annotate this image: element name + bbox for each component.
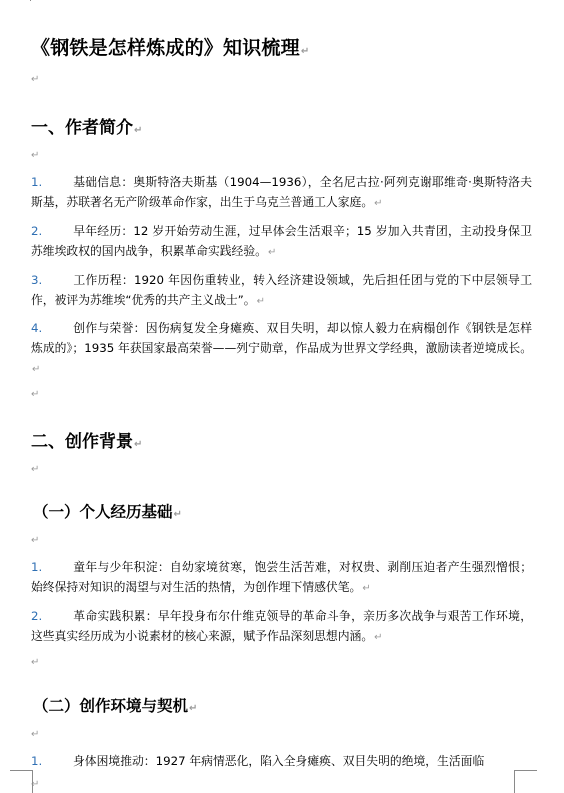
list-item: 4. 创作与荣誉：因伤病复发全身瘫痪、双目失明，却以惊人毅力在病榻创作《钢铁是怎样炼成的》；1935 年获国家最高荣誉——列宁勋章，作品成为世界文学经典，激励读者逆境成长。↵ xyxy=(31,318,532,380)
list-number: 4. xyxy=(31,321,43,335)
list-item-text: 创作与荣誉：因伤病复发全身瘫痪、双目失明，却以惊人毅力在病榻创作《钢铁是怎样炼成的》；1935 年获国家最高荣誉——列宁勋章，作品成为世界文学经典，激励读者逆境成长。 xyxy=(31,321,532,355)
empty-paragraph: ↵ xyxy=(31,464,40,475)
list-item: 3. 工作历程：1920 年因伤重转业，转入经济建设领域，先后担任团与党的下中层领导工作，被评为苏维埃“优秀的共产主义战士”。↵ xyxy=(31,270,532,312)
list-item: 1. 童年与少年积淀：自幼家境贫寒，饱尝生活苦难，对权贵、剥削压迫者产生强烈憎恨；始终保持对知识的渴望与对生活的热情，为创作埋下情感伏笔。↵ xyxy=(31,557,532,599)
empty-paragraph: ↵ xyxy=(31,657,40,668)
list-number: 1. xyxy=(31,560,43,574)
list-item-text: 童年与少年积淀：自幼家境贫寒，饱尝生活苦难，对权贵、剥削压迫者产生强烈憎恨；始终保持对知识的渴望与对生活的热情，为创作埋下情感伏笔。 xyxy=(31,560,532,594)
page-corner-mark-left xyxy=(10,770,33,793)
paragraph-mark: ↵ xyxy=(134,125,143,136)
title-text: 《钢铁是怎样炼成的》知识梳理 xyxy=(31,37,300,59)
list-item: 1. 基础信息：奥斯特洛夫斯基（1904—1936），全名尼古拉·阿列克谢耶维奇·奥斯特洛夫斯基，苏联著名无产阶级革命作家，出生于乌克兰普通工人家庭。↵ xyxy=(31,172,532,214)
empty-paragraph: ↵ xyxy=(31,150,40,161)
list-item-text: 基础信息：奥斯特洛夫斯基（1904—1936），全名尼古拉·阿列克谢耶维奇·奥斯特洛夫斯基，苏联著名无产阶级革命作家，出生于乌克兰普通工人家庭。 xyxy=(31,175,532,209)
list-item xyxy=(31,751,532,771)
empty-paragraph: ↵ xyxy=(31,389,40,400)
subsection-heading: （二）创作环境与契机↵ xyxy=(33,697,198,715)
paragraph-mark: ↵ xyxy=(134,439,143,450)
list-number: 1. xyxy=(31,175,43,189)
empty-paragraph: ↵ xyxy=(31,74,40,85)
section-heading: 二、创作背景↵ xyxy=(31,432,143,452)
list-item-text: 身体困境推动：1927 年病情恶化，陷入全身瘫痪、双目失明的绝境，生活面临 xyxy=(73,754,485,768)
document-title xyxy=(31,33,532,60)
page-corner-mark-right xyxy=(514,770,537,793)
list-item: 2. 早年经历：12 岁开始劳动生涯，过早体会生活艰辛；15 岁加入共青团，主动投身保卫苏维埃政权的国内战争，积累革命实践经验。↵ xyxy=(31,221,532,263)
empty-paragraph: ↵ xyxy=(31,779,40,790)
list-number: 3. xyxy=(31,273,43,287)
empty-paragraph: ↵ xyxy=(31,729,40,740)
subsection-heading: （一）个人经历基础↵ xyxy=(33,503,182,521)
list-number: 2. xyxy=(31,609,43,623)
list-item-text: 工作历程：1920 年因伤重转业，转入经济建设领域，先后担任团与党的下中层领导工作，被评为苏维埃“优秀的共产主义战士”。 xyxy=(31,273,532,307)
empty-paragraph: ↵ xyxy=(31,535,40,546)
list-item-text: 革命实践积累：早年投身布尔什维克领导的革命斗争，亲历多次战争与艰苦工作环境，这些真实经历成为小说素材的核心来源，赋予作品深刻思想内涵。 xyxy=(31,609,532,643)
section-heading: 一、作者简介↵ xyxy=(31,118,143,138)
list-number: 2. xyxy=(31,224,43,238)
list-item-text: 早年经历：12 岁开始劳动生涯，过早体会生活艰辛；15 岁加入共青团，主动投身保卫苏维埃政权的国内战争，积累革命实践经验。 xyxy=(31,224,532,258)
paragraph-mark: ↵ xyxy=(300,46,310,57)
list-number: 1. xyxy=(31,754,43,768)
list-item: 2. 革命实践积累：早年投身布尔什维克领导的革命斗争，亲历多次战争与艰苦工作环境，这些真实经历成为小说素材的核心来源，赋予作品深刻思想内涵。↵ xyxy=(31,606,532,648)
text-cursor-mark xyxy=(30,0,31,1)
